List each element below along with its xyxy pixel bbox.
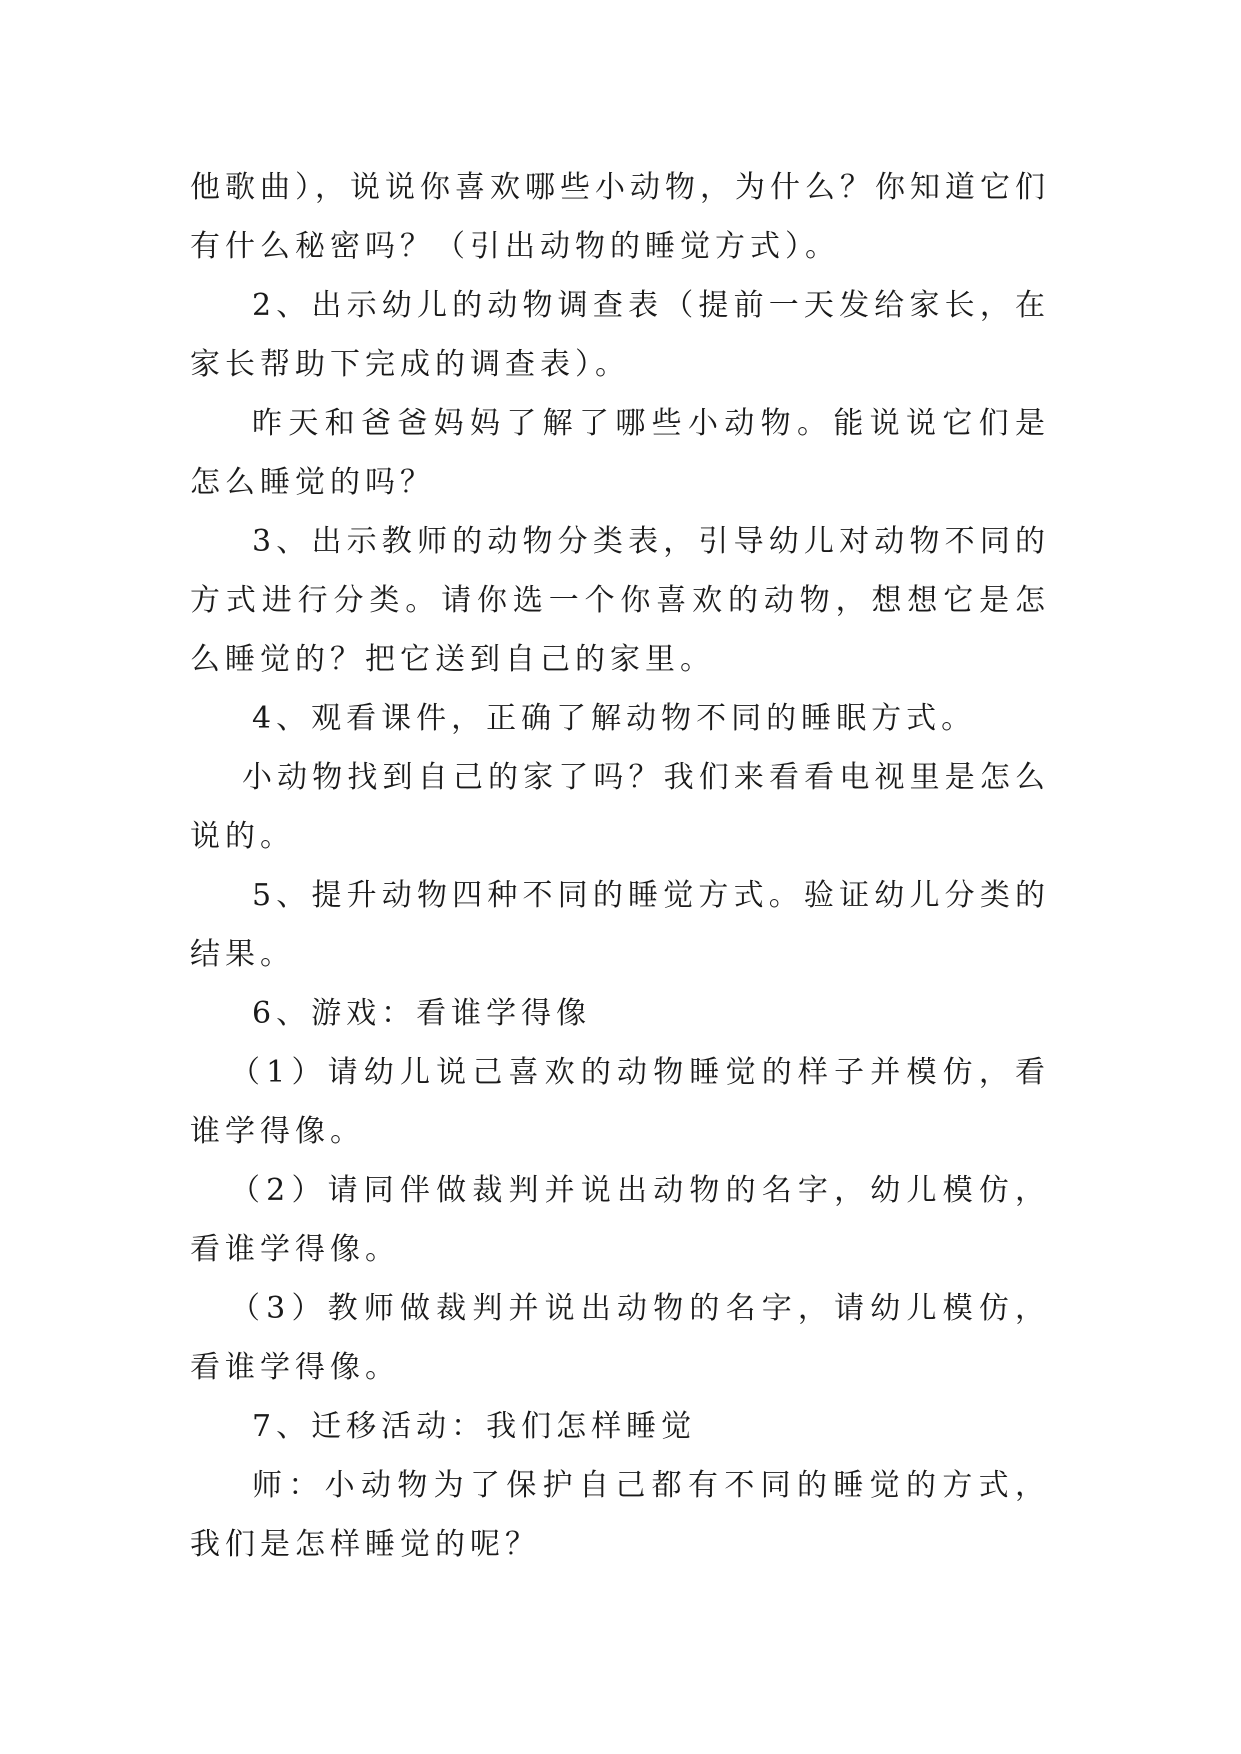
paragraph-step-5: 5、提升动物四种不同的睡觉方式。验证幼儿分类的结果。 [190, 878, 1050, 972]
paragraph-step-7-teacher: 师：小动物为了保护自己都有不同的睡觉的方式，我们是怎样睡觉的呢？ [190, 1468, 1050, 1562]
paragraph-intro-continuation: 他歌曲），说说你喜欢哪些小动物，为什么？你知道它们有什么秘密吗？（引出动物的睡觉方式）。 [190, 170, 1050, 264]
paragraph-step-4: 4、观看课件，正确了解动物不同的睡眠方式。 [252, 701, 977, 736]
paragraph-step-2: 2、出示幼儿的动物调查表（提前一天发给家长，在家长帮助下完成的调查表）。 [190, 288, 1050, 382]
paragraph-step-2-question: 昨天和爸爸妈妈了解了哪些小动物。能说说它们是怎么睡觉的吗？ [190, 406, 1050, 500]
paragraph-step-6-item-2: （2）请同伴做裁判并说出动物的名字，幼儿模仿，看谁学得像。 [190, 1173, 1050, 1267]
paragraph-step-6: 6、游戏：看谁学得像 [252, 996, 592, 1031]
paragraph-step-4-question: 小动物找到自己的家了吗？我们来看看电视里是怎么说的。 [190, 760, 1050, 854]
paragraph-step-3: 3、出示教师的动物分类表，引导幼儿对动物不同的方式进行分类。请你选一个你喜欢的动物，想想它是怎么睡觉的？把它送到自己的家里。 [190, 524, 1050, 677]
paragraph-step-6-item-1: （1）请幼儿说己喜欢的动物睡觉的样子并模仿，看谁学得像。 [190, 1055, 1050, 1149]
paragraph-step-7: 7、迁移活动：我们怎样睡觉 [252, 1409, 697, 1444]
paragraph-step-6-item-3: （3）教师做裁判并说出动物的名字，请幼儿模仿，看谁学得像。 [190, 1291, 1050, 1385]
document-body [190, 158, 1050, 1574]
